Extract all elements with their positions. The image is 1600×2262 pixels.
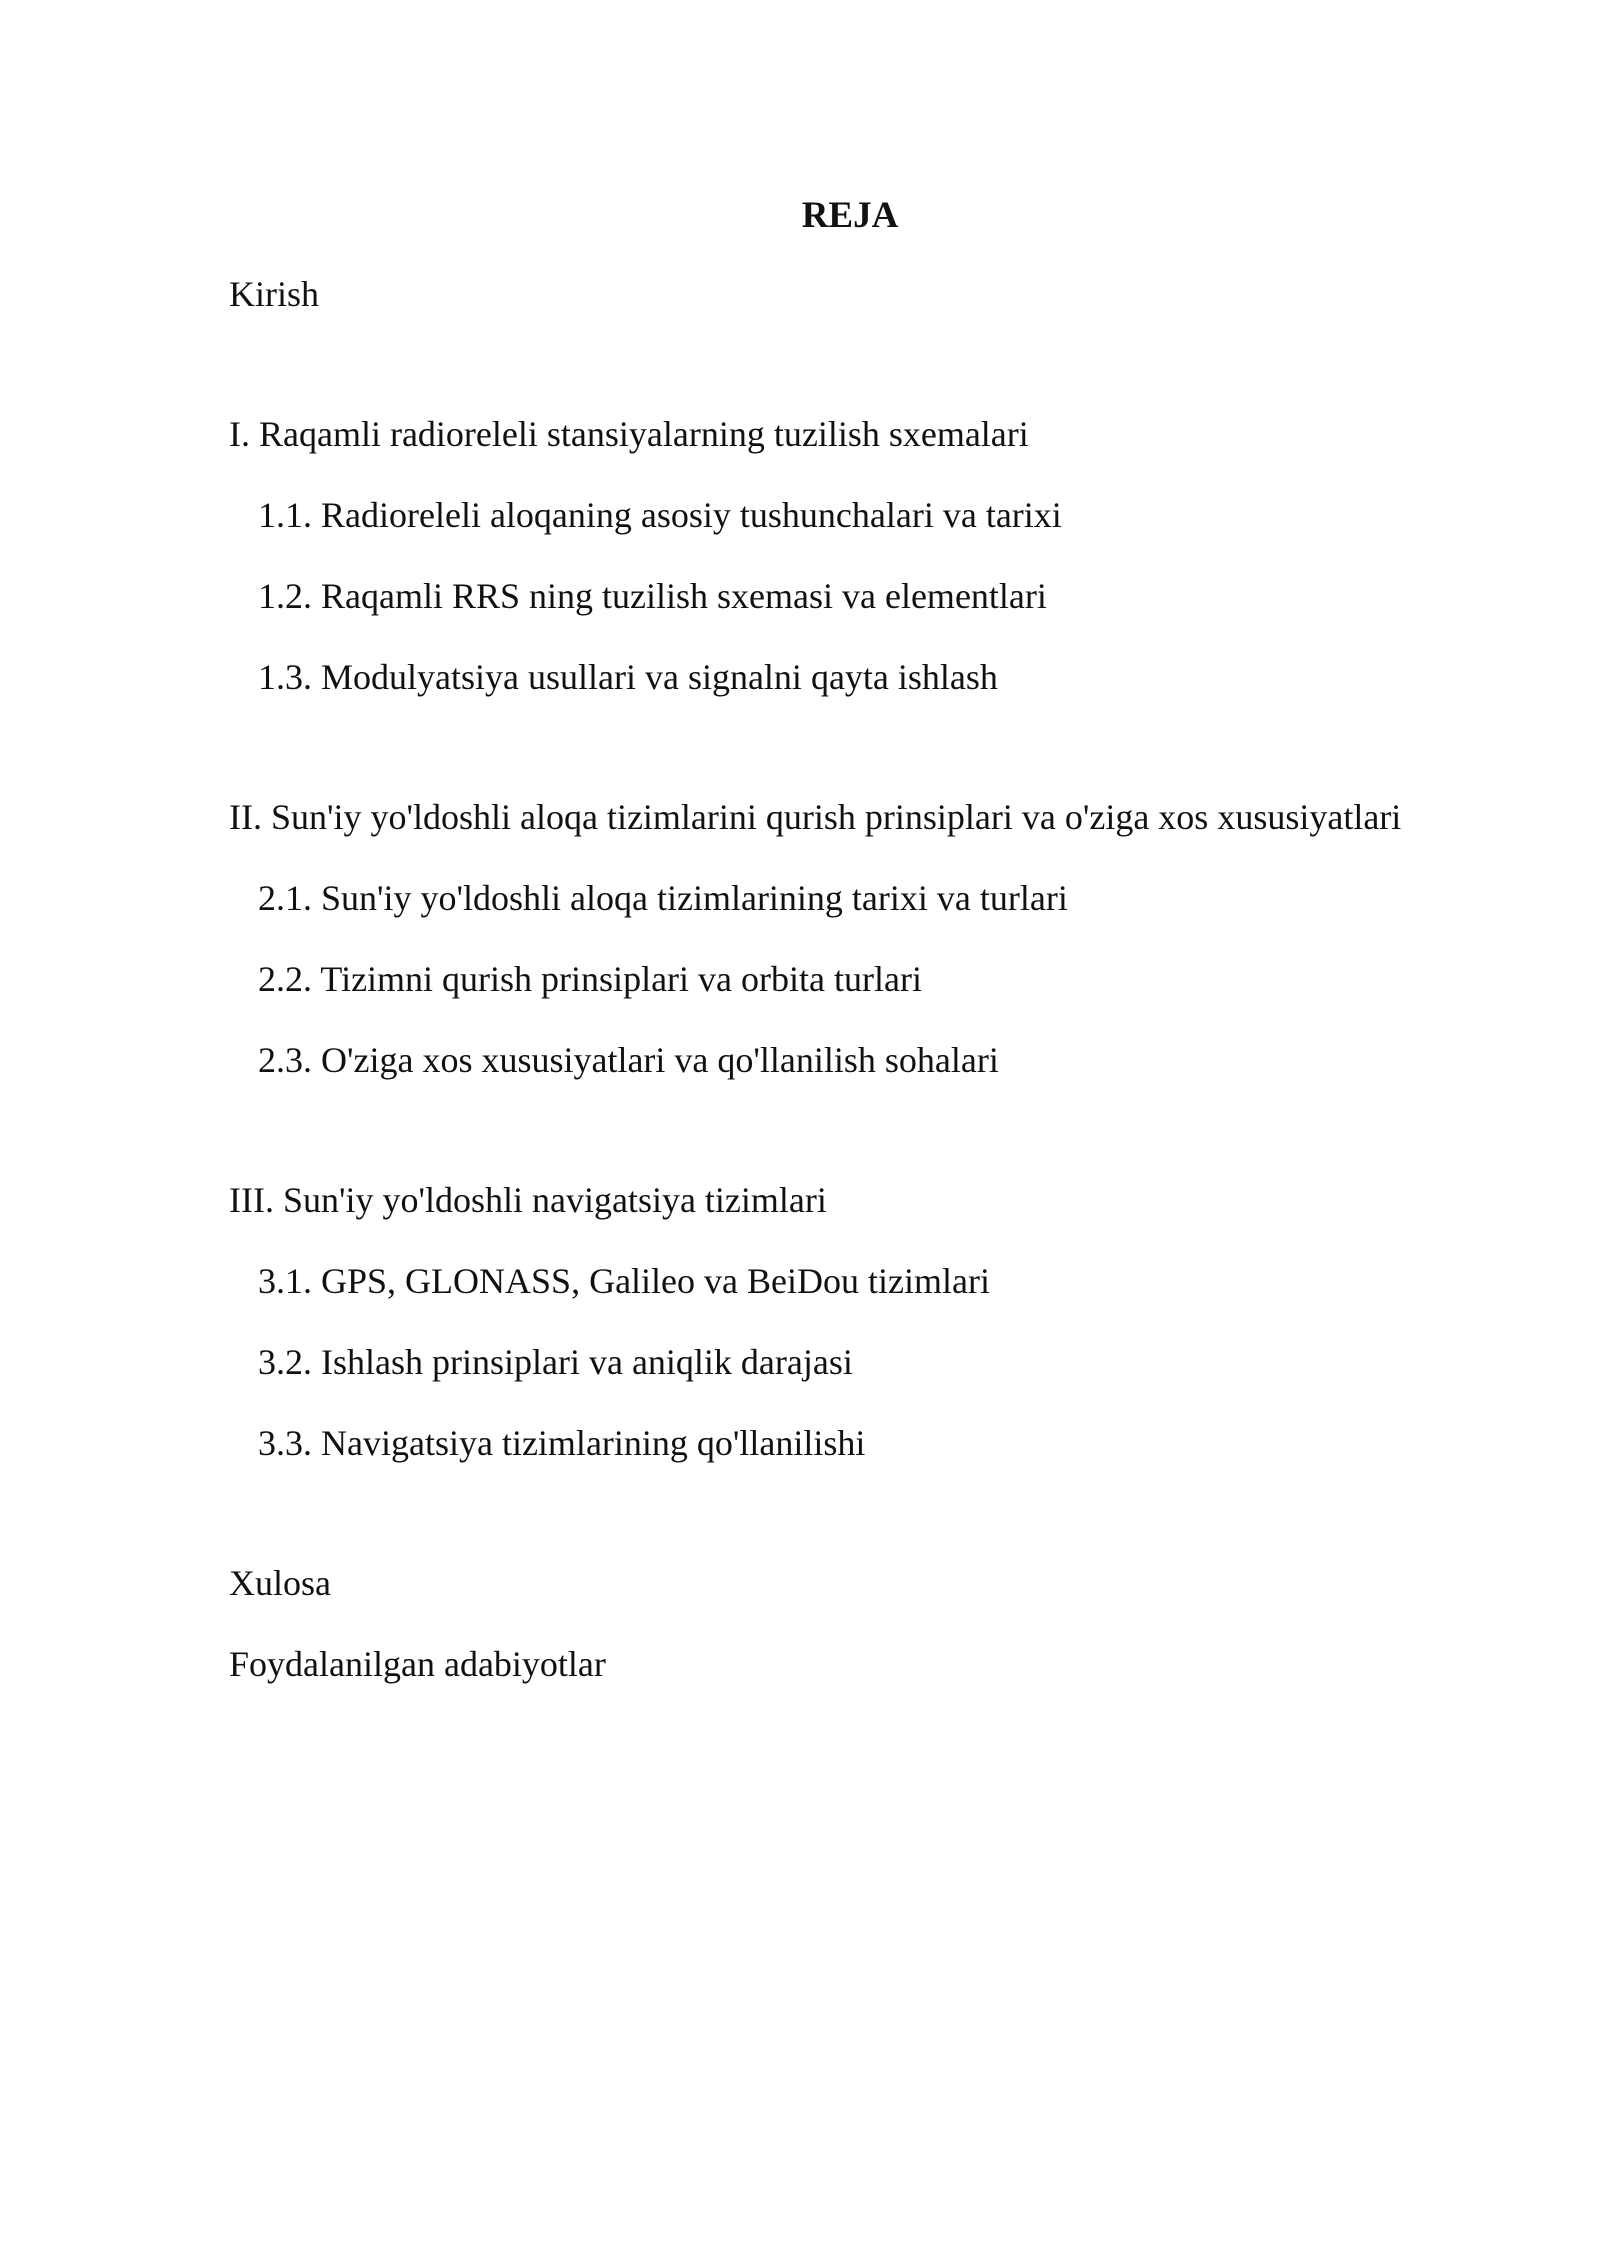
section-2-item-3: 2.3. O'ziga xos xususiyatlari va qo'llanilish sohalari	[258, 1040, 999, 1080]
section-3-item-3: 3.3. Navigatsiya tizimlarining qo'llanilishi	[258, 1423, 866, 1463]
page-title: REJA	[801, 195, 899, 236]
section-3-heading: III. Sun'iy yo'ldoshli navigatsiya tizimlari	[229, 1180, 827, 1220]
section-1-item-2: 1.2. Raqamli RRS ning tuzilish sxemasi va elementlari	[258, 576, 1047, 616]
section-3-item-2: 3.2. Ishlash prinsiplari va aniqlik darajasi	[258, 1342, 853, 1382]
section-3-item-1: 3.1. GPS, GLONASS, Galileo va BeiDou tizimlari	[258, 1261, 990, 1301]
conclusion-entry: Xulosa	[229, 1563, 331, 1603]
section-2-item-2: 2.2. Tizimni qurish prinsiplari va orbita turlari	[258, 959, 922, 999]
section-1-heading: I. Raqamli radioreleli stansiyalarning tuzilish sxemalari	[229, 414, 1029, 454]
intro-entry: Kirish	[229, 274, 319, 314]
section-2-item-1: 2.1. Sun'iy yo'ldoshli aloqa tizimlarining tarixi va turlari	[258, 878, 1068, 918]
section-1-item-3: 1.3. Modulyatsiya usullari va signalni qayta ishlash	[258, 657, 998, 697]
section-2-heading: II. Sun'iy yo'ldoshli aloqa tizimlarini qurish prinsiplari va o'ziga xos xususiyatlari	[229, 797, 1402, 837]
section-1-item-1: 1.1. Radioreleli aloqaning asosiy tushunchalari va tarixi	[258, 495, 1062, 535]
references-entry: Foydalanilgan adabiyotlar	[229, 1644, 606, 1684]
